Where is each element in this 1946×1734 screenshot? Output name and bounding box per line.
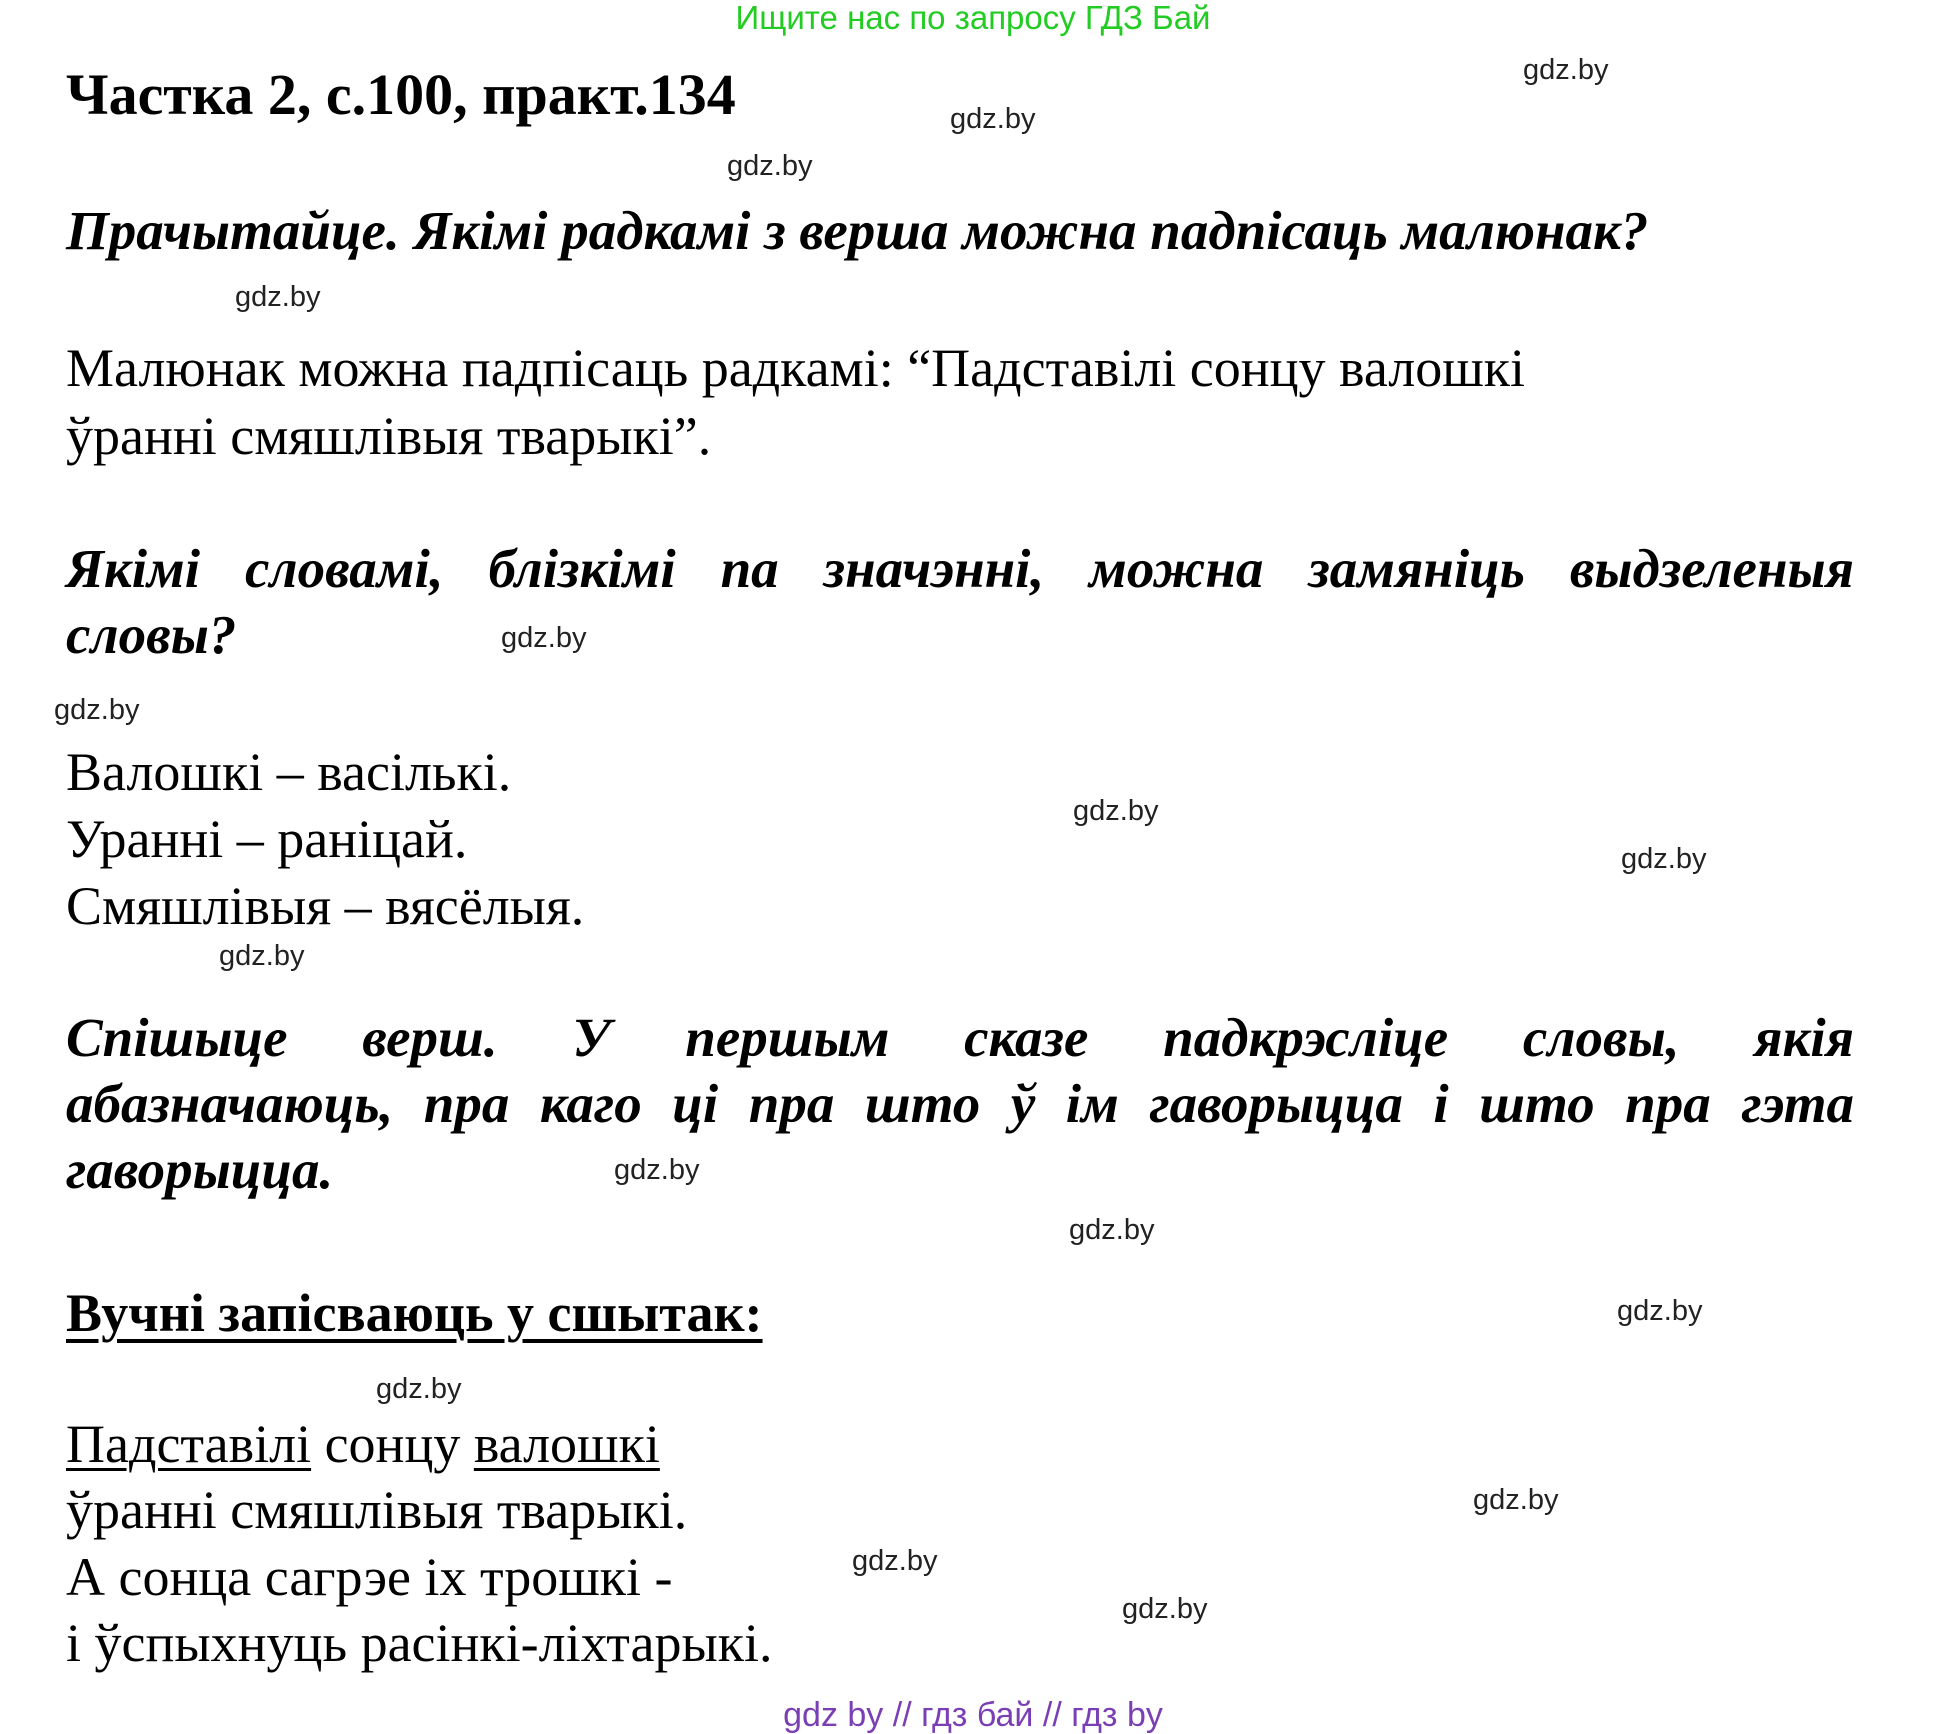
watermark: gdz.by — [1621, 843, 1707, 875]
answer-1-line-1: Малюнак можна падпісаць радкамі: “Падставілі сонцу валошкі — [66, 338, 1526, 398]
watermark: gdz.by — [1473, 1484, 1559, 1516]
poem-line-1 — [66, 1410, 660, 1478]
synonym-item: Уранні – раніцай. — [66, 809, 468, 869]
watermark: gdz.by — [54, 694, 140, 726]
watermark: gdz.by — [1617, 1295, 1703, 1327]
watermark: gdz.by — [1069, 1214, 1155, 1246]
watermark: gdz.by — [501, 622, 587, 654]
watermark: gdz.by — [1073, 795, 1159, 827]
footer-links: gdz by // гдз бай // гдз by — [783, 1696, 1163, 1734]
watermark: gdz.by — [219, 940, 305, 972]
poem-line-3: А сонца сагрэе іх трошкі - — [66, 1547, 673, 1607]
question-3-line-3: гаворыцца. — [66, 1139, 334, 1200]
watermark: gdz.by — [235, 281, 321, 313]
watermark: gdz.by — [376, 1373, 462, 1405]
page-title: Частка 2, с.100, практ.134 — [66, 62, 736, 127]
watermark: gdz.by — [950, 103, 1036, 135]
watermark: gdz.by — [1523, 54, 1609, 86]
poem-line-4: і ўспыхнуць расінкі-ліхтарыкі. — [66, 1613, 773, 1673]
watermark: gdz.by — [852, 1545, 938, 1577]
underlined-word: валошкі — [473, 1414, 660, 1474]
notebook-heading: Вучні запісваюць у сшытак: — [66, 1283, 763, 1343]
watermark: gdz.by — [614, 1154, 700, 1186]
watermark: gdz.by — [727, 150, 813, 182]
question-3 — [66, 1005, 1854, 1203]
synonym-item: Валошкі – васількі. — [66, 742, 512, 802]
answer-1-line-2: ўранні смяшлівыя тварыкі”. — [66, 406, 712, 466]
search-banner: Ищите нас по запросу ГДЗ Бай — [735, 0, 1211, 36]
question-2 — [66, 536, 1854, 668]
synonym-item: Смяшлівыя – вясёлыя. — [66, 876, 585, 936]
underlined-word: Падставілі — [66, 1414, 312, 1474]
question-1: Прачытайце. Якімі радкамі з верша можна падпісаць малюнак? — [66, 200, 1649, 261]
question-3-line-2: абазначаюць, пра каго ці пра што ў ім гаворыцца і што пра гэта — [66, 1073, 1854, 1134]
poem-line-2: ўранні смяшлівыя тварыкі. — [66, 1480, 688, 1540]
question-2-line-2: словы? — [66, 604, 237, 665]
poem-word: сонцу — [324, 1414, 461, 1474]
question-3-line-1: Спішыце верш. У першым сказе падкрэсліце словы, якія — [66, 1007, 1854, 1068]
question-2-line-1: Якімі словамі, блізкімі па значэнні, можна замяніць выдзеленыя — [66, 538, 1854, 599]
watermark: gdz.by — [1122, 1593, 1208, 1625]
